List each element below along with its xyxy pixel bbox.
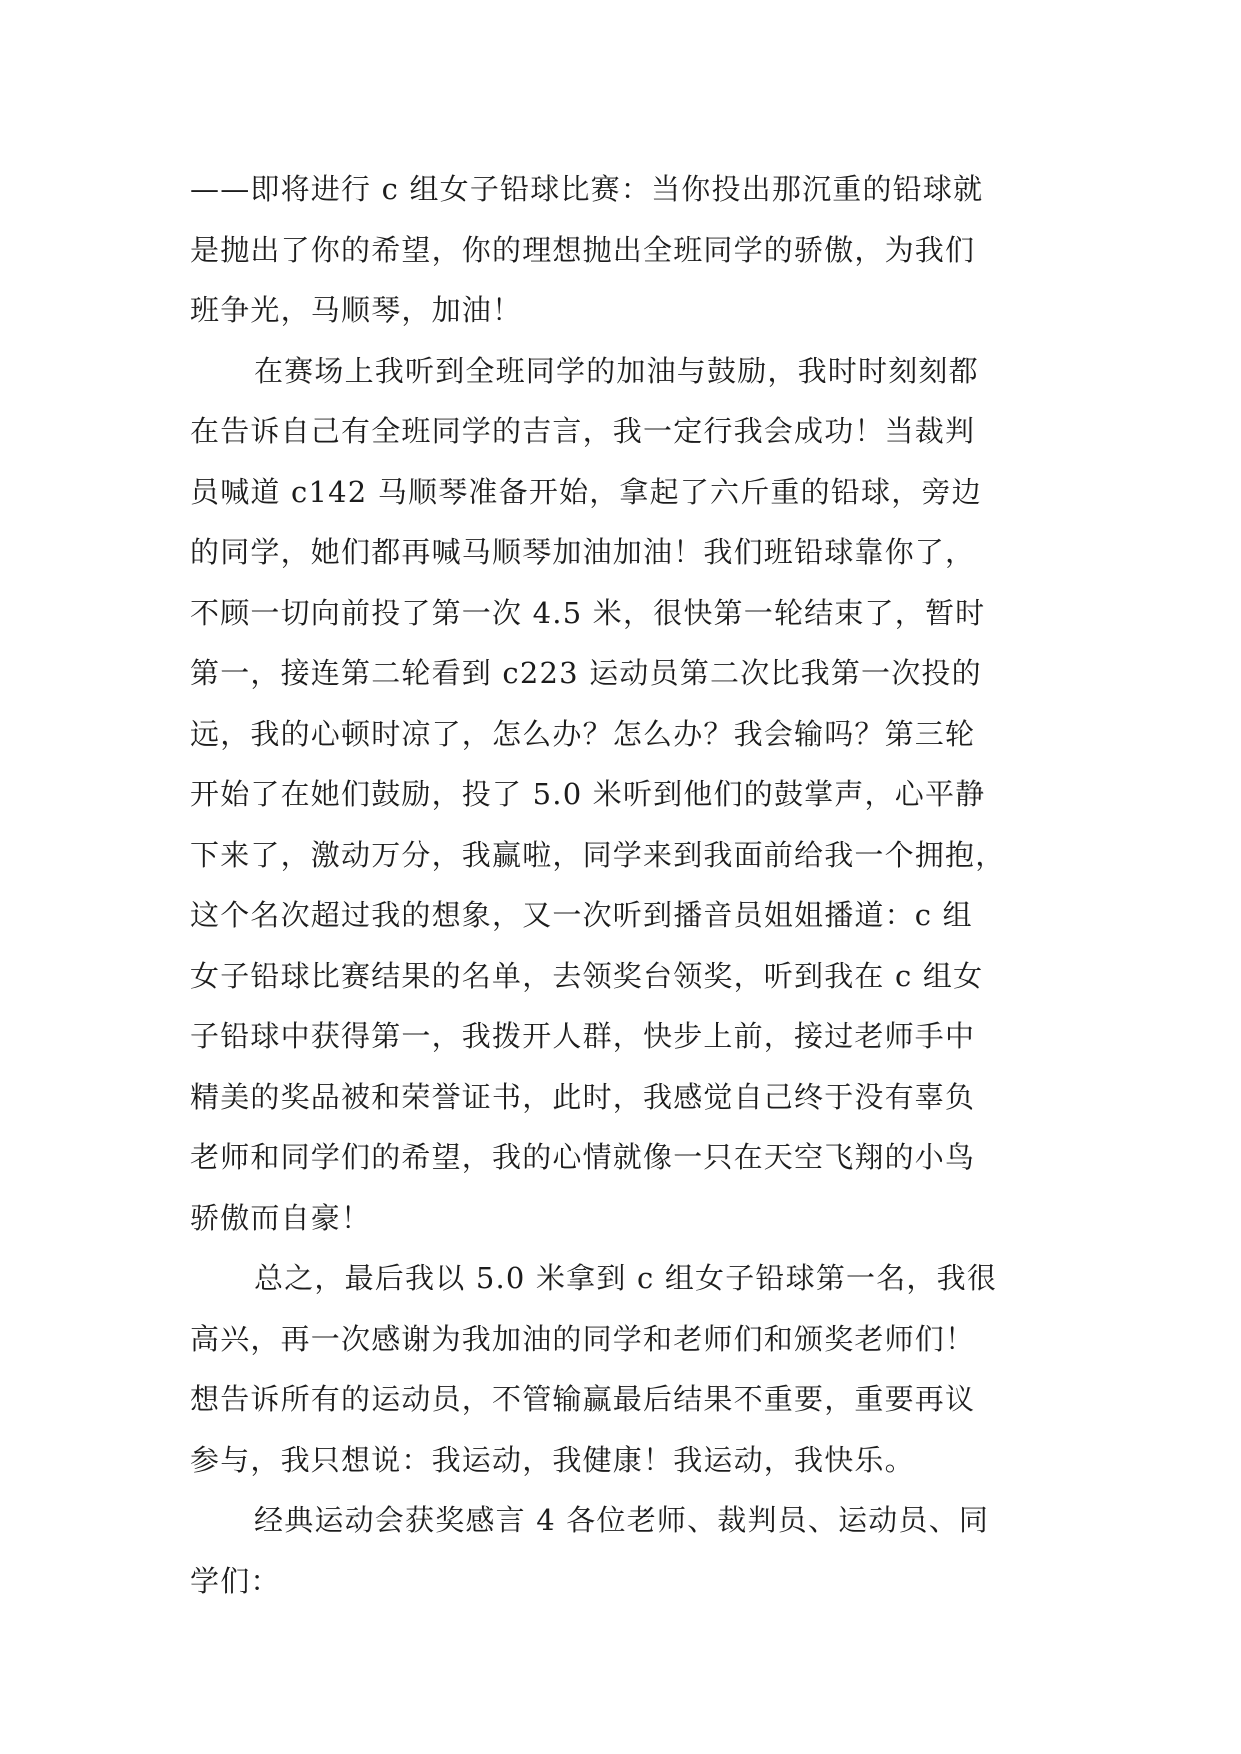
text-line: 开始了在她们鼓励，投了 5.0 米听到他们的鼓掌声，心平静 [190, 777, 986, 811]
paragraph [190, 159, 1050, 341]
text-line: 学们： [190, 1563, 281, 1598]
paragraph [190, 1490, 1050, 1611]
text-line: 远，我的心顿时凉了，怎么办？怎么办？我会输吗？第三轮 [190, 716, 976, 751]
text-line: 第一，接连第二轮看到 c223 运动员第二次比我第一次投的 [190, 656, 982, 690]
text-line: 不顾一切向前投了第一次 4.5 米，很快第一轮结束了，暂时 [190, 595, 986, 630]
text-line: 想告诉所有的运动员，不管输赢最后结果不重要，重要再议 [190, 1382, 976, 1416]
text-line: 老师和同学们的希望，我的心情就像一只在天空飞翔的小鸟 [190, 1140, 976, 1174]
text-line: 经典运动会获奖感言 4 各位老师、裁判员、运动员、同 [254, 1503, 990, 1537]
text-line: 总之，最后我以 5.0 米拿到 c 组女子铅球第一名，我很 [254, 1261, 998, 1295]
text-line: 女子铅球比赛结果的名单，去领奖台领奖，听到我在 c 组女 [190, 958, 984, 993]
text-line: 参与，我只想说：我运动，我健康！我运动，我快乐。 [190, 1442, 915, 1477]
text-line: 是抛出了你的希望，你的理想抛出全班同学的骄傲，为我们 [190, 232, 976, 267]
paragraph [190, 1248, 1050, 1490]
paragraph [190, 341, 1050, 1249]
text-line: 精美的奖品被和荣誉证书，此时，我感觉自己终于没有辜负 [190, 1079, 976, 1114]
text-line: 高兴，再一次感谢为我加油的同学和老师们和颁奖老师们！ [190, 1321, 976, 1356]
text-line: 这个名次超过我的想象，又一次听到播音员姐姐播道：c 组 [190, 898, 973, 932]
text-line: 子铅球中获得第一，我拨开人群，快步上前，接过老师手中 [190, 1019, 976, 1053]
text-line: 班争光，马顺琴，加油！ [190, 293, 523, 327]
text-line: 的同学，她们都再喊马顺琴加油加油！我们班铅球靠你了， [190, 535, 976, 569]
text-line: 下来了，激动万分，我赢啦，同学来到我面前给我一个拥抱， [190, 837, 1006, 872]
text-line: ——即将进行 c 组女子铅球比赛：当你投出那沉重的铅球就 [190, 172, 984, 206]
document-body [190, 159, 1050, 1611]
text-line: 骄傲而自豪！ [190, 1200, 372, 1235]
text-line: 在赛场上我听到全班同学的加油与鼓励，我时时刻刻都 [254, 353, 979, 388]
text-line: 员喊道 c142 马顺琴准备开始，拿起了六斤重的铅球，旁边 [190, 474, 982, 509]
text-line: 在告诉自己有全班同学的吉言，我一定行我会成功！当裁判 [190, 414, 976, 448]
